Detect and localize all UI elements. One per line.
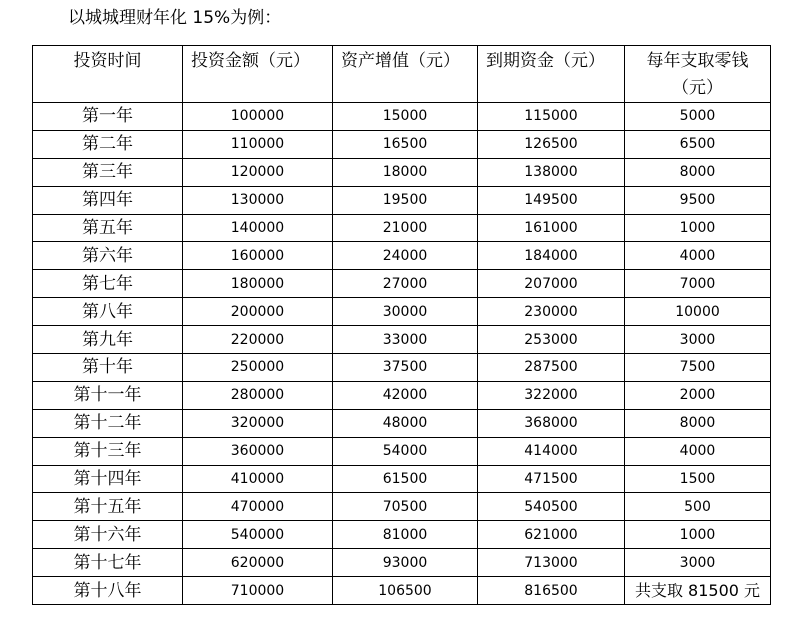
cell-investment-amount: 620000 — [183, 549, 333, 577]
cell-asset-appreciation: 42000 — [333, 381, 478, 409]
cell-asset-appreciation: 106500 — [333, 577, 478, 605]
cell-yearly-withdrawal: 共支取 81500 元 — [625, 577, 771, 605]
header-yearly-withdrawal-line1: 每年支取零钱 — [646, 51, 749, 71]
cell-period: 第四年 — [33, 186, 183, 214]
table-row — [33, 158, 771, 186]
header-yearly-withdrawal-unit: （元） — [672, 78, 723, 98]
cell-yearly-withdrawal: 6500 — [625, 130, 771, 158]
cell-maturity-funds: 368000 — [478, 409, 625, 437]
cell-asset-appreciation: 54000 — [333, 437, 478, 465]
cell-maturity-funds: 161000 — [478, 214, 625, 242]
cell-yearly-withdrawal: 5000 — [625, 103, 771, 131]
cell-asset-appreciation: 16500 — [333, 130, 478, 158]
cell-maturity-funds: 540500 — [478, 493, 625, 521]
cell-yearly-withdrawal: 2000 — [625, 381, 771, 409]
cell-maturity-funds: 287500 — [478, 354, 625, 382]
cell-maturity-funds: 126500 — [478, 130, 625, 158]
cell-maturity-funds: 184000 — [478, 242, 625, 270]
cell-period: 第五年 — [33, 214, 183, 242]
cell-asset-appreciation: 27000 — [333, 270, 478, 298]
cell-period: 第十年 — [33, 354, 183, 382]
cell-yearly-withdrawal: 7500 — [625, 354, 771, 382]
table-row — [33, 270, 771, 298]
header-maturity-funds: 到期资金（元） — [478, 46, 625, 103]
caption-text: 以城城理财年化 15%为例： — [68, 8, 282, 28]
header-investment-period: 投资时间 — [33, 46, 183, 103]
header-yearly-withdrawal — [625, 46, 771, 103]
cell-investment-amount: 160000 — [183, 242, 333, 270]
cell-period: 第八年 — [33, 298, 183, 326]
cell-asset-appreciation: 21000 — [333, 214, 478, 242]
cell-investment-amount: 710000 — [183, 577, 333, 605]
investment-table — [32, 45, 771, 605]
cell-period: 第二年 — [33, 130, 183, 158]
table-row — [33, 298, 771, 326]
cell-yearly-withdrawal: 4000 — [625, 242, 771, 270]
cell-asset-appreciation: 81000 — [333, 521, 478, 549]
cell-investment-amount: 130000 — [183, 186, 333, 214]
cell-investment-amount: 320000 — [183, 409, 333, 437]
header-asset-appreciation: 资产增值（元） — [333, 46, 478, 103]
cell-period: 第十八年 — [33, 577, 183, 605]
cell-period: 第六年 — [33, 242, 183, 270]
cell-investment-amount: 120000 — [183, 158, 333, 186]
cell-period: 第十二年 — [33, 409, 183, 437]
cell-maturity-funds: 207000 — [478, 270, 625, 298]
table-row — [33, 409, 771, 437]
table-row — [33, 465, 771, 493]
cell-asset-appreciation: 15000 — [333, 103, 478, 131]
cell-investment-amount: 540000 — [183, 521, 333, 549]
cell-asset-appreciation: 33000 — [333, 326, 478, 354]
table-row — [33, 130, 771, 158]
cell-yearly-withdrawal: 8000 — [625, 158, 771, 186]
cell-investment-amount: 410000 — [183, 465, 333, 493]
table-row — [33, 381, 771, 409]
cell-period: 第十一年 — [33, 381, 183, 409]
cell-asset-appreciation: 24000 — [333, 242, 478, 270]
table-row — [33, 493, 771, 521]
cell-yearly-withdrawal: 7000 — [625, 270, 771, 298]
cell-maturity-funds: 253000 — [478, 326, 625, 354]
cell-period: 第九年 — [33, 326, 183, 354]
cell-yearly-withdrawal: 1000 — [625, 521, 771, 549]
cell-asset-appreciation: 48000 — [333, 409, 478, 437]
cell-asset-appreciation: 18000 — [333, 158, 478, 186]
cell-period: 第十三年 — [33, 437, 183, 465]
cell-period: 第十七年 — [33, 549, 183, 577]
cell-yearly-withdrawal: 8000 — [625, 409, 771, 437]
cell-period: 第三年 — [33, 158, 183, 186]
cell-period: 第十四年 — [33, 465, 183, 493]
cell-asset-appreciation: 30000 — [333, 298, 478, 326]
cell-yearly-withdrawal: 1500 — [625, 465, 771, 493]
cell-investment-amount: 100000 — [183, 103, 333, 131]
cell-yearly-withdrawal: 1000 — [625, 214, 771, 242]
cell-yearly-withdrawal: 4000 — [625, 437, 771, 465]
cell-investment-amount: 220000 — [183, 326, 333, 354]
table-row — [33, 214, 771, 242]
table-row — [33, 326, 771, 354]
cell-yearly-withdrawal: 3000 — [625, 549, 771, 577]
table-body — [33, 103, 771, 605]
cell-investment-amount: 470000 — [183, 493, 333, 521]
cell-maturity-funds: 621000 — [478, 521, 625, 549]
cell-asset-appreciation: 37500 — [333, 354, 478, 382]
cell-period: 第十五年 — [33, 493, 183, 521]
cell-yearly-withdrawal: 500 — [625, 493, 771, 521]
cell-investment-amount: 250000 — [183, 354, 333, 382]
table-header-row — [33, 46, 771, 103]
cell-yearly-withdrawal: 10000 — [625, 298, 771, 326]
cell-maturity-funds: 471500 — [478, 465, 625, 493]
table-row — [33, 186, 771, 214]
cell-investment-amount: 140000 — [183, 214, 333, 242]
table-row — [33, 354, 771, 382]
cell-investment-amount: 280000 — [183, 381, 333, 409]
cell-asset-appreciation: 70500 — [333, 493, 478, 521]
cell-investment-amount: 110000 — [183, 130, 333, 158]
table-row — [33, 577, 771, 605]
cell-period: 第十六年 — [33, 521, 183, 549]
cell-investment-amount: 180000 — [183, 270, 333, 298]
cell-maturity-funds: 230000 — [478, 298, 625, 326]
cell-investment-amount: 200000 — [183, 298, 333, 326]
cell-maturity-funds: 322000 — [478, 381, 625, 409]
cell-period: 第七年 — [33, 270, 183, 298]
table-row — [33, 103, 771, 131]
cell-investment-amount: 360000 — [183, 437, 333, 465]
cell-yearly-withdrawal: 9500 — [625, 186, 771, 214]
cell-maturity-funds: 816500 — [478, 577, 625, 605]
cell-maturity-funds: 713000 — [478, 549, 625, 577]
table-row — [33, 242, 771, 270]
table-row — [33, 437, 771, 465]
cell-asset-appreciation: 19500 — [333, 186, 478, 214]
table-row — [33, 521, 771, 549]
cell-asset-appreciation: 61500 — [333, 465, 478, 493]
cell-period: 第一年 — [33, 103, 183, 131]
cell-asset-appreciation: 93000 — [333, 549, 478, 577]
table-row — [33, 549, 771, 577]
header-investment-amount: 投资金额（元） — [183, 46, 333, 103]
cell-maturity-funds: 414000 — [478, 437, 625, 465]
cell-maturity-funds: 115000 — [478, 103, 625, 131]
cell-yearly-withdrawal: 3000 — [625, 326, 771, 354]
cell-maturity-funds: 149500 — [478, 186, 625, 214]
cell-maturity-funds: 138000 — [478, 158, 625, 186]
